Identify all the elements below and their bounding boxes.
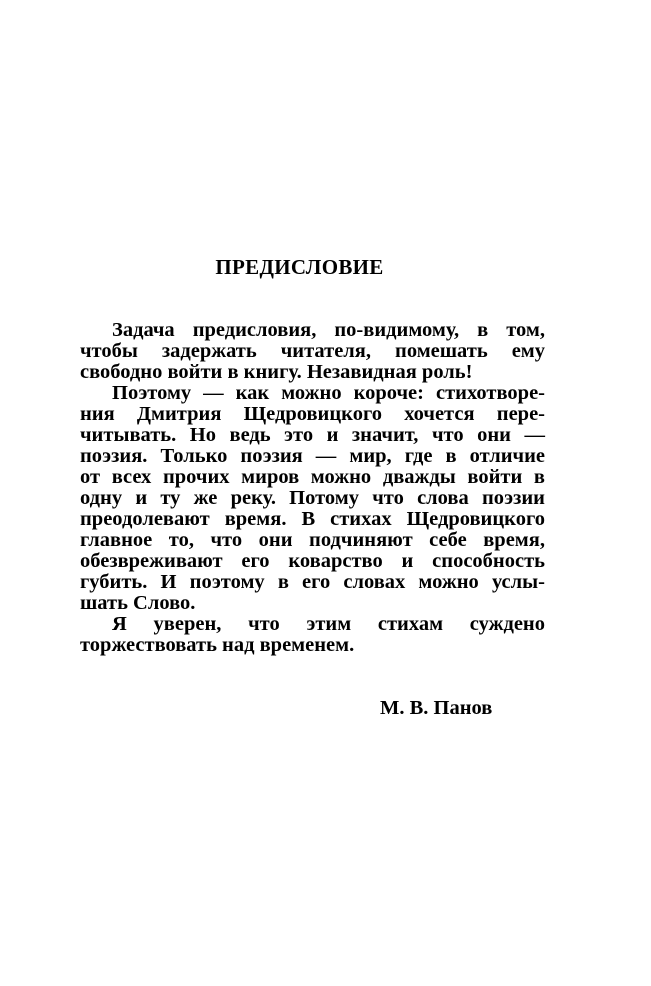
text-line: обезвреживают его коварство и способность: [80, 550, 545, 572]
text-line: преодолевают время. В стихах Щедровицкого: [80, 508, 545, 530]
text-line: поэзия. Только поэзия — мир, где в отличие: [80, 445, 545, 467]
text-line: торжествовать над временем.: [80, 634, 355, 656]
text-line: Поэтому — как можно короче: стихотворе-: [112, 382, 545, 404]
text-line: чтобы задержать читателя, помешать ему: [80, 340, 545, 362]
preface-text: [80, 320, 545, 656]
text-line: Задача предисловия, по-видимому, в том,: [112, 319, 545, 341]
text-line: читывать. Но ведь это и значит, что они —: [80, 424, 545, 446]
text-line: свободно войти в книгу. Незавидная роль!: [80, 361, 473, 383]
text-line: одну и ту же реку. Потому что слова поэзии: [80, 487, 545, 509]
text-line: Я уверен, что этим стихам суждено: [112, 613, 545, 635]
text-line: шать Слово.: [80, 592, 196, 614]
text-line: ния Дмитрия Щедровицкого хочется пере-: [80, 403, 545, 425]
author-signature: М. В. Панов: [380, 697, 493, 719]
text-line: главное то, что они подчиняют себе время,: [80, 529, 545, 551]
page-title: ПРЕДИСЛОВИЕ: [215, 255, 384, 279]
text-line: от всех прочих миров можно дважды войти в: [80, 466, 545, 488]
text-line: губить. И поэтому в его словах можно услы-: [80, 571, 545, 593]
